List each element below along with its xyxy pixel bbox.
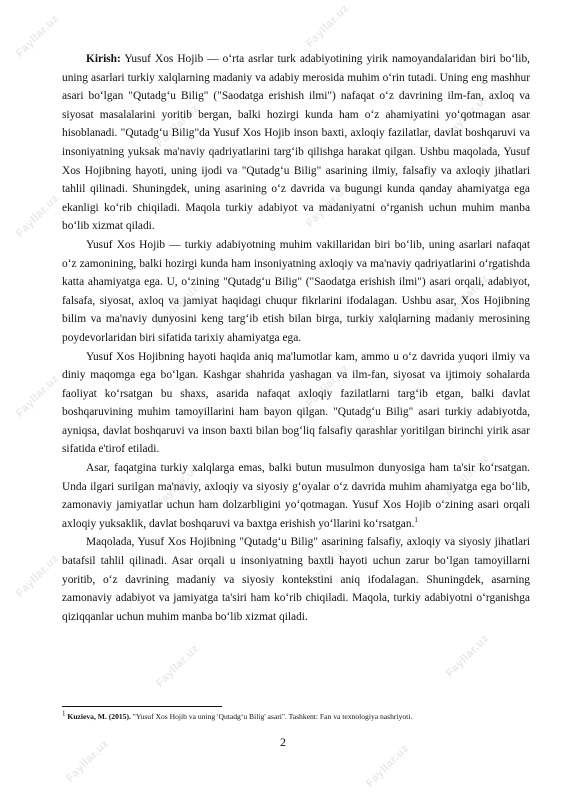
paragraph-text: Yusuf Xos Hojibning hayoti haqida aniq ma'lumotlar kam, ammo u oʻz davrida yuqori ilmiy va diniy maqomga ega boʻlgan. Kashgar shahrida yashagan va ilm-fan, siyosat va ijtimoiy sohalarda faoliyat koʻrsatgan bu shaxs, asarida nafaqat axloqiy fazilatlarni targʻib etgan, balki davlat boshqaruvining muhim tamoyillarini ham bayon qilgan. "Qutadgʻu Bilig" asari turkiy adabiyotda, ayniqsa, davlat boshqaruvi va inson baxti bilan bogʻliq falsafiy qarashlar yoritilgan birinchi yirik asar sifatida e'tirof etiladi.	[62, 350, 530, 456]
footnote-citation: "Yusuf Xos Hojib va uning 'Qutadgʻu Bilig' asari". Tashkent: Fan va texnologiya nashriyoti.	[130, 712, 413, 721]
watermark: Fayllar.uz	[363, 742, 412, 790]
watermark: Fayllar.uz	[443, 632, 492, 680]
paragraph-text: Maqolada, Yusuf Xos Hojibning "Qutadgʻu Bilig" asarining falsafiy, axloqiy va siyosiy jihatlari batafsil tahlil qilinadi. Asar orqali u insoniyatning baxtli hayoti uchun zarur boʻlgan tamoyillarni yoritib, oʻz davrining madaniy va siyosiy kontekstini aniq ifodalagan. Shuningdek, asarning zamonaviy adabiyot va jamiyatga ta'siri ham koʻrib chiqiladi. Maqola, turkiy adabiyotni oʻrganishga qiziqqanlar uchun muhim manba boʻlib xizmat qiladi.	[62, 536, 530, 623]
page-number: 2	[280, 735, 286, 749]
body-text	[62, 50, 530, 626]
footnote-number: 1	[62, 709, 66, 718]
watermark: Fayllar.uz	[13, 12, 62, 60]
watermark: Fayllar.uz	[13, 552, 62, 600]
watermark: Fayllar.uz	[303, 362, 352, 410]
paragraph-text: Asar, faqatgina turkiy xalqlarga emas, balki butun musulmon dunyosiga ham ta'sir koʻrsatgan. Unda ilgari surilgan ma'naviy, axloqiy va siyosiy gʻoyalar oʻz davrida muhim ahamiyatga ega boʻlib, zamonaviy jamiyatlar uchun ham dolzarbligini yoʻqotmagan. Yusuf Xos Hojib oʻzining asari orqali axloqiy yuksaklik, davlat boshqaruvi va baxtga erishish yoʻllarini koʻrsatgan.	[62, 462, 530, 530]
paragraph-text: Yusuf Xos Hojib — turkiy adabiyotning muhim vakillaridan biri boʻlib, uning asarlari nafaqat oʻz zamonining, balki hozirgi kunda ham insoniyatning axloqiy va ma'naviy qadriyatlarini oʻrgatishda katta ahamiyatga ega. U, oʻzining "Qutadgʻu Bilig" ("Saodatga erishish ilmi") asari orqali, adabiyot, falsafa, siyosat, axloq va jamiyat haqidagi chuqur fikrlarini ifodalagan. Ushbu asar, Xos Hojibning bilim va ma'naviy dunyosini keng targʻib etish bilan birga, turkiy xalqlarning madaniy merosining poydevorlaridan biri sifatida tarixiy ahamiyatga ega.	[62, 238, 530, 344]
watermark: Fayllar.uz	[13, 372, 62, 420]
paragraph	[62, 533, 530, 626]
watermark: Fayllar.uz	[303, 542, 352, 590]
paragraph	[62, 459, 530, 533]
paragraph-introduction	[62, 50, 530, 236]
watermark: Fayllar.uz	[303, 182, 352, 230]
footnote-reference[interactable]: 1	[414, 516, 418, 525]
paragraph	[62, 236, 530, 348]
watermark: Fayllar.uz	[13, 192, 62, 240]
paragraph-lead: Kirish:	[86, 53, 121, 65]
footnote-author: Kuzieva, M. (2015).	[67, 712, 131, 721]
watermark: Fayllar.uz	[443, 92, 492, 140]
watermark: Fayllar.uz	[303, 2, 352, 50]
footnote	[62, 709, 532, 722]
watermark: Fayllar.uz	[153, 102, 202, 150]
watermark: Fayllar.uz	[63, 737, 112, 785]
watermark: Fayllar.uz	[153, 642, 202, 690]
watermark: Fayllar.uz	[443, 452, 492, 500]
paragraph	[62, 348, 530, 460]
watermark: Fayllar.uz	[153, 462, 202, 510]
footnote-divider	[62, 706, 222, 707]
watermark: Fayllar.uz	[153, 282, 202, 330]
watermark: Fayllar.uz	[443, 272, 492, 320]
paragraph-text: Yusuf Xos Hojib — oʻrta asrlar turk adabiyotining yirik namoyandalaridan biri boʻlib, uning asarlari turkiy xalqlarning madaniy va adabiy merosida muhim oʻrin tutadi. Uning eng mashhur asari boʻlgan "Qutadgʻu Bilig" ("Saodatga erishish ilmi") nafaqat oʻz davrining ilm-fan, axloq va siyosat masalalarini yoritib bergan, balki hozirgi kunda ham oʻz ahamiyatini yoʻqotmagan asar hisoblanadi. "Qutadgʻu Bilig"da Yusuf Xos Hojib inson baxti, axloqiy fazilatlar, davlat boshqaruvi va insoniyatning yuksak ma'naviy qadriyatlarini targʻib qilishga harakat qilgan. Ushbu maqolada, Yusuf Xos Hojibning hayoti, uning ijodi va "Qutadgʻu Bilig" asarining ilmiy, falsafiy va axloqiy jihatlari tahlil qilinadi. Shuningdek, uning asarining oʻz davrida va bugungi kunda qanday ahamiyatga ega ekanligi koʻrib chiqiladi. Maqola turkiy adabiyot va madaniyatni oʻrganish uchun muhim manba boʻlib xizmat qiladi.	[62, 53, 530, 233]
